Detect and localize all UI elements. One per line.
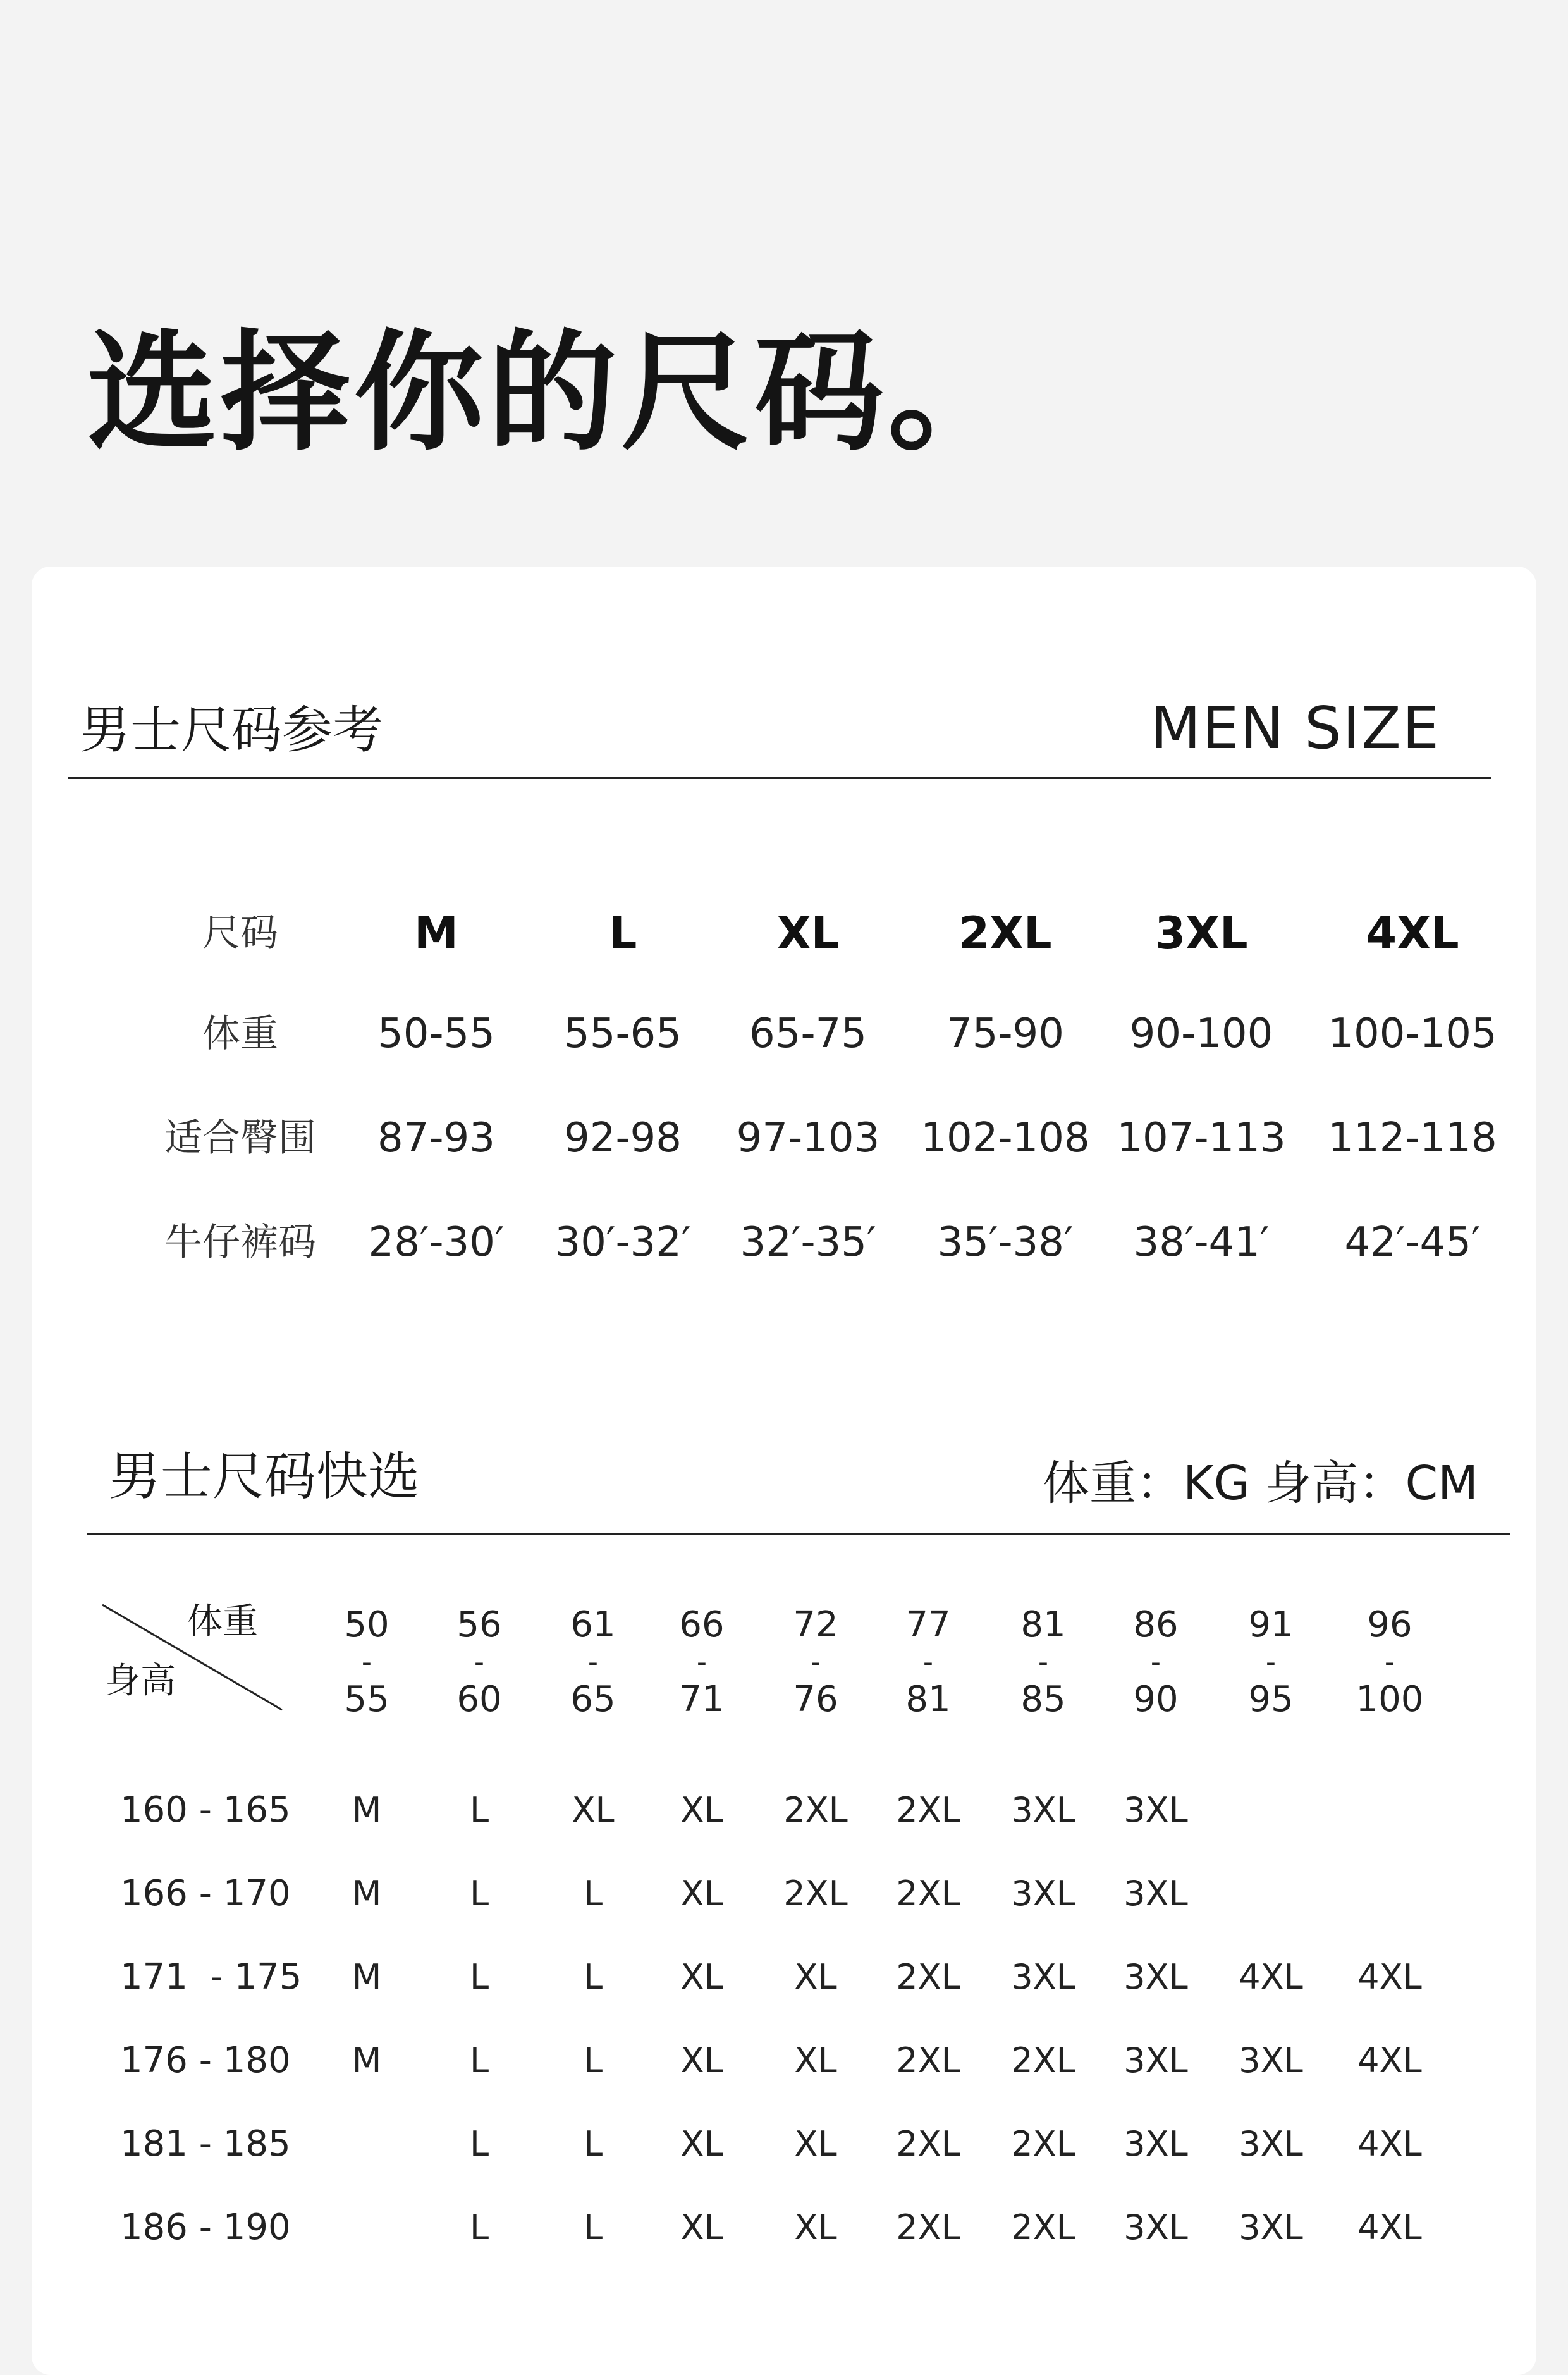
corner-weight-label: 体重 [187, 1601, 258, 1642]
size-recommendation-cell: M [352, 1957, 382, 1997]
men-size-cell: 97-103 [736, 1115, 880, 1162]
size-recommendation-cell: 3XL [1011, 1790, 1075, 1830]
size-recommendation-cell: XL [794, 1957, 837, 1997]
weight-range-bottom: 95 [1248, 1679, 1294, 1720]
size-recommendation-cell: L [583, 2124, 603, 2164]
quick-select-title: 男士尺码快选 [109, 1447, 420, 1507]
weight-range-bottom: 100 [1356, 1679, 1424, 1720]
size-recommendation-cell: XL [680, 2207, 723, 2247]
men-size-row-label: 适合臀围 [164, 1116, 316, 1160]
men-size-cell: 112-118 [1328, 1115, 1497, 1162]
size-recommendation-cell: M [352, 1790, 382, 1830]
size-recommendation-cell: 4XL [1239, 1957, 1303, 1997]
size-recommendation-cell: 2XL [896, 1790, 960, 1830]
size-recommendation-cell: XL [680, 2041, 723, 2080]
weight-range-top: 86 [1133, 1604, 1179, 1645]
weight-column-header [993, 1606, 1094, 1719]
size-header-cell: L [608, 907, 637, 959]
size-recommendation-cell: 2XL [896, 1957, 960, 1997]
size-recommendation-cell: L [469, 1790, 489, 1830]
size-recommendation-cell: XL [680, 1874, 723, 1913]
men-size-cell: 90-100 [1129, 1010, 1273, 1057]
size-header-cell: M [414, 907, 458, 959]
size-recommendation-cell: 3XL [1124, 2124, 1188, 2164]
size-recommendation-cell: XL [794, 2124, 837, 2164]
size-recommendation-cell: L [469, 2207, 489, 2247]
weight-column-header [1339, 1606, 1440, 1719]
size-recommendation-cell: L [583, 1957, 603, 1997]
weight-range-dash: - [923, 1646, 933, 1678]
weight-column-header [878, 1606, 979, 1719]
weight-range-top: 61 [570, 1604, 616, 1645]
men-size-divider [68, 777, 1491, 779]
weight-range-top: 77 [905, 1604, 951, 1645]
size-recommendation-cell: 2XL [783, 1874, 848, 1913]
men-size-row-label: 体重 [202, 1012, 278, 1056]
men-size-title: 男士尺码参考 [80, 701, 383, 759]
size-recommendation-cell: M [352, 2041, 382, 2080]
men-size-cell: 75-90 [946, 1010, 1064, 1057]
weight-range-top: 91 [1248, 1604, 1294, 1645]
size-recommendation-cell: 2XL [1011, 2207, 1075, 2247]
weight-range-dash: - [811, 1646, 821, 1678]
page-title: 选择你的尺码。 [87, 318, 1021, 469]
size-recommendation-cell: 3XL [1239, 2041, 1303, 2080]
men-size-cell: 38′-41′ [1133, 1219, 1270, 1266]
size-recommendation-cell: XL [572, 1790, 615, 1830]
size-recommendation-cell: 2XL [896, 2041, 960, 2080]
men-size-cell: 55-65 [564, 1010, 682, 1057]
size-recommendation-cell: 3XL [1011, 1874, 1075, 1913]
weight-range-bottom: 55 [344, 1679, 389, 1720]
weight-range-bottom: 65 [570, 1679, 616, 1720]
size-recommendation-cell: L [469, 1874, 489, 1913]
size-recommendation-cell: XL [680, 1790, 723, 1830]
weight-range-bottom: 76 [793, 1679, 838, 1720]
weight-range-bottom: 85 [1020, 1679, 1066, 1720]
men-size-cell: 28′-30′ [368, 1219, 505, 1266]
size-recommendation-cell: L [469, 2124, 489, 2164]
size-recommendation-cell: 3XL [1239, 2207, 1303, 2247]
size-recommendation-cell: 3XL [1011, 1957, 1075, 1997]
size-recommendation-cell: 4XL [1357, 2041, 1422, 2080]
weight-range-dash: - [1151, 1646, 1161, 1678]
men-size-cell: 50-55 [377, 1010, 495, 1057]
size-recommendation-cell: L [583, 2207, 603, 2247]
men-size-cell: 30′-32′ [554, 1219, 691, 1266]
quick-select-divider [87, 1533, 1510, 1535]
size-recommendation-cell: 2XL [1011, 2041, 1075, 2080]
weight-range-top: 66 [679, 1604, 725, 1645]
height-range-label: 160 - 165 [120, 1789, 291, 1831]
height-range-label: 171 - 175 [120, 1956, 302, 1998]
weight-column-header [651, 1606, 752, 1719]
size-recommendation-cell: 2XL [783, 1790, 848, 1830]
weight-range-bottom: 81 [905, 1679, 951, 1720]
size-recommendation-cell: XL [680, 2124, 723, 2164]
size-recommendation-cell: 3XL [1124, 1790, 1188, 1830]
weight-range-dash: - [362, 1646, 372, 1678]
size-recommendation-cell: XL [794, 2041, 837, 2080]
size-recommendation-cell: 3XL [1124, 1957, 1188, 1997]
weight-column-header [542, 1606, 644, 1719]
men-size-cell: 35′-38′ [937, 1219, 1074, 1266]
men-size-cell: 87-93 [377, 1115, 495, 1162]
weight-range-top: 56 [456, 1604, 502, 1645]
men-size-title-en: MEN SIZE [1150, 694, 1440, 762]
men-size-cell: 65-75 [749, 1010, 867, 1057]
height-range-label: 186 - 190 [120, 2207, 291, 2248]
size-header-cell: 3XL [1155, 907, 1248, 959]
height-range-label: 176 - 180 [120, 2040, 291, 2081]
corner-height-label: 身高 [105, 1660, 176, 1702]
size-header-cell: 4XL [1366, 907, 1459, 959]
weight-column-header [429, 1606, 530, 1719]
size-recommendation-cell: 2XL [896, 2207, 960, 2247]
weight-range-dash: - [474, 1646, 484, 1678]
weight-column-header [765, 1606, 866, 1719]
weight-range-top: 50 [344, 1604, 389, 1645]
height-range-label: 181 - 185 [120, 2123, 291, 2164]
size-recommendation-cell: 3XL [1124, 2041, 1188, 2080]
size-recommendation-cell: 2XL [896, 2124, 960, 2164]
size-recommendation-cell: L [583, 1874, 603, 1913]
size-recommendation-cell: 2XL [1011, 2124, 1075, 2164]
size-recommendation-cell: 2XL [896, 1874, 960, 1913]
size-recommendation-cell: 4XL [1357, 1957, 1422, 1997]
size-recommendation-cell: M [352, 1874, 382, 1913]
weight-range-dash: - [1385, 1646, 1395, 1678]
size-recommendation-cell: 3XL [1124, 1874, 1188, 1913]
men-size-cell: 42′-45′ [1344, 1219, 1481, 1266]
size-header-cell: XL [776, 907, 840, 959]
weight-range-bottom: 60 [456, 1679, 502, 1720]
size-header-cell: 2XL [959, 907, 1052, 959]
weight-range-dash: - [697, 1646, 707, 1678]
size-recommendation-cell: 4XL [1357, 2207, 1422, 2247]
men-size-cell: 32′-35′ [740, 1219, 876, 1266]
size-recommendation-cell: XL [794, 2207, 837, 2247]
men-size-cell: 92-98 [564, 1115, 682, 1162]
men-size-row-label: 尺码 [202, 911, 278, 955]
men-size-cell: 102-108 [921, 1115, 1090, 1162]
size-recommendation-cell: 3XL [1239, 2124, 1303, 2164]
weight-range-dash: - [588, 1646, 598, 1678]
weight-range-dash: - [1266, 1646, 1276, 1678]
weight-column-header [316, 1606, 417, 1719]
men-size-row-label: 牛仔裤码 [164, 1220, 316, 1265]
height-range-label: 166 - 170 [120, 1873, 291, 1914]
men-size-cell: 107-113 [1117, 1115, 1286, 1162]
weight-range-bottom: 71 [679, 1679, 725, 1720]
size-recommendation-cell: L [583, 2041, 603, 2080]
weight-column-header [1105, 1606, 1206, 1719]
size-recommendation-cell: L [469, 2041, 489, 2080]
weight-range-top: 96 [1367, 1604, 1412, 1645]
weight-range-top: 81 [1020, 1604, 1066, 1645]
men-size-cell: 100-105 [1328, 1010, 1497, 1057]
size-recommendation-cell: L [469, 1957, 489, 1997]
weight-range-dash: - [1038, 1646, 1048, 1678]
weight-range-top: 72 [793, 1604, 838, 1645]
size-recommendation-cell: 3XL [1124, 2207, 1188, 2247]
weight-column-header [1220, 1606, 1321, 1719]
size-recommendation-cell: XL [680, 1957, 723, 1997]
weight-range-bottom: 90 [1133, 1679, 1179, 1720]
size-recommendation-cell: 4XL [1357, 2124, 1422, 2164]
quick-select-units: 体重：KG 身高：CM [1043, 1456, 1478, 1511]
